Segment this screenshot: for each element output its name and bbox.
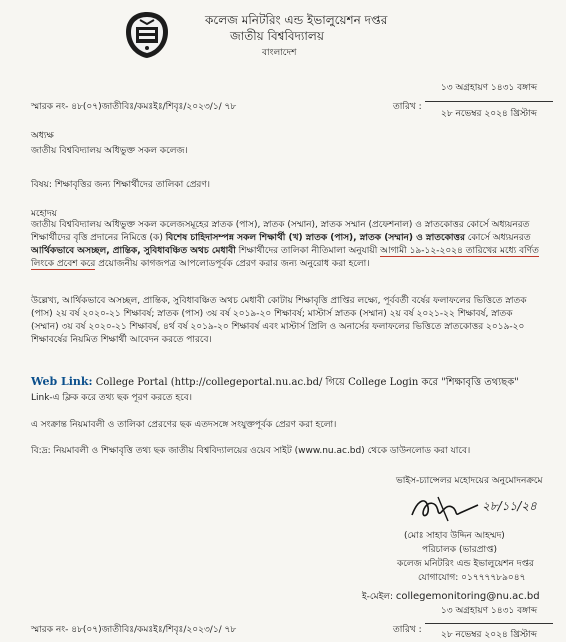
deadline-highlight: আগামী ১৯-১২-২০২৪ তারিখের মধ্যে বর্ণিত লিংকে প্রবেশ করে — [31, 246, 539, 269]
email-address[interactable]: collegemonitoring@nu.ac.bd — [395, 591, 540, 602]
vc-permission: ভাইস-চ্যান্সেলর মহোদয়ের অনুমোদনক্রমে — [396, 476, 543, 486]
download-note: বি:দ্র: নিয়মাবলী ও শিক্ষাবৃত্তি তথ্য ছক জাতীয় বিশ্ববিদ্যালয়ের ওয়েব সাইট (www.nu.ac.bd) থেকে ডাউনলোড করা যাবে। — [31, 446, 471, 456]
weblink-paragraph — [31, 374, 543, 406]
footer-date-divider — [425, 623, 553, 624]
signatory-office: কলেজ মনিটরিং এন্ড ইভালুয়েশন দপ্তর — [397, 559, 534, 569]
weblink-label: Web Link: — [31, 375, 93, 388]
date-divider — [425, 101, 553, 102]
signatory-email — [362, 584, 540, 604]
university-logo-icon — [122, 10, 172, 60]
weblink-instruction: Link-এ ক্লিক করে তথ্য ছক পূরণ করতে হবে। — [31, 393, 192, 403]
footer-date-box — [425, 603, 553, 642]
footer-date-english: ২৮ নভেম্বর ২০২৪ খ্রিস্টাব্দ — [441, 630, 537, 640]
date-label: তারিখ : — [393, 102, 422, 112]
footer-memo-number: স্মারক নং- ৪৮(০৭)জাতীবিঃ/কমঃইঃ/শিবৃঃ/২০২৩/১/ ৭৮ — [31, 625, 237, 635]
body1-text: প্রয়োজনীয় কাগজপত্র আপলোডপূর্বক প্রেরণ করার জন্য অনুরোধ করা হলো। — [95, 259, 370, 269]
recipient-line: জাতীয় বিশ্ববিদ্যালয় অধিভুক্ত সকল কলেজ। — [31, 146, 188, 156]
signature-date: ২৮/১১/২৪ — [482, 499, 537, 513]
country-title: বাংলাদেশ — [262, 48, 297, 58]
body1-bold-1: বিশেষ চাহিদাসম্পন্ন সকল শিক্ষার্থী (খ) স্নাতক (পাস), স্নাতক (সম্মান) ও স্নাতকোত্তর — [165, 233, 465, 243]
email-label: ই-মেইল: — [362, 592, 396, 602]
university-title: জাতীয় বিশ্ববিদ্যালয় — [230, 29, 324, 43]
memo-number: স্মারক নং- ৪৮(০৭)জাতীবিঃ/কমঃইঃ/শিবৃঃ/২০২৩/১/ ৭৮ — [31, 102, 237, 112]
body1-text: কোর্সে অধ্যয়নরত — [464, 233, 531, 243]
body-paragraph-2: উল্লেখ্য, আর্থিকভাবে অসচ্ছল, প্রান্তিক, সুবিধাবঞ্চিত অথচ মেধাবী কোটায় শিক্ষাবৃত্তি প্রাপ্তির লক্ষ্যে, পূর্ববর্তী বর্ষের ফলাফলের ভিত্তিতে স্নাতক (পাস) ২য় বর্ষ ২০২০-২১ শিক্ষাবর্ষ; স্নাতক (পাস) ৩য় বর্ষ ২০১৯-২০ শিক্ষাবর্ষ; মাস্টার্স স্নাতক (সম্মান) ২য় বর্ষ ২০২১-২২ শিক্ষাবর্ষ, স্নাতক (সম্মান) ৩য় বর্ষ ২০২০-২১ শিক্ষাবর্ষ, ৪র্থ বর্ষ ২০১৯-২০ শিক্ষাবর্ষ এবং মাস্টার্স প্রিলি ও অনার্সের ফলাফলের ভিত্তিতে স্নাতকোত্তর ২০১৯-২০ শিক্ষাবর্ষের নিয়মিত শিক্ষার্থী আবেদন করতে পারবে। — [31, 296, 527, 345]
recipient-title: অধ্যক্ষ — [31, 131, 54, 141]
date-english: ২৮ নভেম্বর ২০২৪ খ্রিস্টাব্দ — [441, 109, 537, 119]
footer-date-label: তারিখ : — [393, 625, 422, 635]
body1-text: শিক্ষার্থীদের তালিকা নীতিমালা অনুযায়ী — [235, 246, 381, 256]
salutation: মহোদয় — [31, 209, 57, 219]
body1-text: জাতীয় বিশ্ববিদ্যালয় অধিভুক্ত সকল কলেজসমূহের স্নাতক (পাস), স্নাতক (সম্মান), স্নাতক সম্মান (প্রফেশনাল) ও স্নাতকোত্তর কোর্সে অধ্যয়নরত শিক্ষার্থীদের বৃত্তি প্রদানের নিমিত্তে (ক) — [31, 220, 530, 243]
signatory-phone: যোগাযোগ: ০১৭৭৭৭৮৯০৪৭ — [418, 573, 526, 583]
weblink-url-text[interactable]: College Portal (http://collegeportal.nu.ac.bd/ গিয়ে College Login করে "শিক্ষাবৃত্তি তথ্যছক" — [92, 377, 519, 388]
body1-bold-2: আর্থিকভাবে অসচ্ছল, প্রান্তিক, সুবিধাবঞ্চিত অথচ মেধাবী — [31, 246, 236, 256]
footer-date-bangla: ১৩ অগ্রহায়ণ ১৪৩১ বঙ্গাব্দ — [440, 606, 538, 616]
office-title: কলেজ মনিটরিং এন্ড ইভালুয়েশন দপ্তর — [205, 13, 388, 27]
body-paragraph-1 — [31, 219, 543, 271]
signatory-designation: পরিচালক (ভারপ্রাপ্ত) — [422, 545, 497, 555]
signatory-name: (মোঃ সাহাব উদ্দিন আহম্মদ) — [404, 531, 505, 541]
date-box — [425, 80, 553, 121]
date-bangla: ১৩ অগ্রহায়ণ ১৪৩১ বঙ্গাব্দ — [440, 83, 538, 93]
attachment-note: এ সংক্রান্ত নিয়মাবলী ও তালিকা প্রেরণের ছক এতদসঙ্গে সংযুক্তপূর্বক প্রেরণ করা হলো। — [31, 420, 337, 430]
subject-line: বিষয়: শিক্ষাবৃত্তির জন্য শিক্ষার্থীদের তালিকা প্রেরণ। — [31, 180, 211, 190]
